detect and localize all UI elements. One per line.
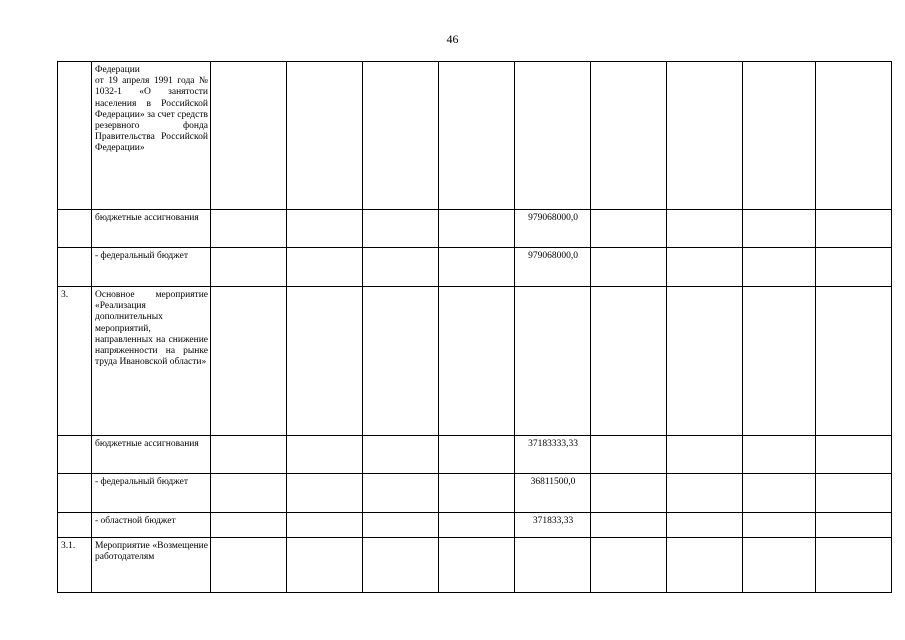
table-cell	[287, 513, 363, 538]
table-cell	[667, 248, 743, 287]
table-cell	[439, 287, 515, 436]
row-number	[58, 474, 92, 513]
table-cell	[287, 538, 363, 593]
table-cell	[287, 287, 363, 436]
table-row	[58, 248, 892, 287]
table-cell	[515, 62, 591, 210]
table-cell	[816, 513, 892, 538]
table-cell	[816, 210, 892, 248]
table-cell	[439, 513, 515, 538]
table-cell	[363, 62, 439, 210]
table-cell	[816, 436, 892, 474]
row-description-text: - федеральный бюджет	[95, 477, 188, 487]
table-cell	[439, 474, 515, 513]
table-row	[58, 513, 892, 538]
table-cell	[591, 474, 667, 513]
row-description	[92, 474, 211, 513]
table-cell	[211, 248, 287, 287]
table-cell	[515, 287, 591, 436]
table-cell: 36811500,0	[515, 474, 591, 513]
table-cell: 37183333,33	[515, 436, 591, 474]
table-cell	[211, 513, 287, 538]
table-cell	[211, 436, 287, 474]
table-cell	[667, 538, 743, 593]
row-number: 3.	[58, 287, 92, 436]
table-cell	[667, 474, 743, 513]
table-cell	[363, 513, 439, 538]
table-row	[58, 287, 892, 436]
row-number: 3.1.	[58, 538, 92, 593]
table-cell	[211, 210, 287, 248]
table-cell	[211, 62, 287, 210]
table-cell	[363, 474, 439, 513]
table-cell	[743, 248, 816, 287]
table-cell	[287, 474, 363, 513]
table-cell	[211, 287, 287, 436]
table-cell	[439, 248, 515, 287]
table-cell: 979068000,0	[515, 248, 591, 287]
table-cell	[816, 287, 892, 436]
table-cell	[667, 210, 743, 248]
row-description-text: - областной бюджет	[95, 516, 176, 526]
table-cell	[439, 62, 515, 210]
row-description-text: - федеральный бюджет	[95, 251, 188, 261]
row-number	[58, 436, 92, 474]
table-cell	[743, 474, 816, 513]
table-cell	[743, 538, 816, 593]
row-description-text: Федерации от 19 апреля 1991 года № 1032-1 «О занятости населения в Российской Федерации» за счет средств резервного фонда Правительства Российской Федерации»	[95, 65, 208, 154]
table-cell	[591, 210, 667, 248]
row-description-text: Мероприятие «Возмещение работодателям	[95, 541, 208, 563]
table-cell	[743, 436, 816, 474]
row-description-text: бюджетные ассигнования	[95, 439, 199, 449]
row-description	[92, 210, 211, 248]
table-cell: 371833,33	[515, 513, 591, 538]
row-description	[92, 538, 211, 593]
table-cell	[591, 287, 667, 436]
table-cell	[591, 62, 667, 210]
row-description	[92, 287, 211, 436]
table-cell	[363, 287, 439, 436]
table-cell	[591, 436, 667, 474]
table-cell	[211, 474, 287, 513]
table-cell	[743, 513, 816, 538]
row-description	[92, 248, 211, 287]
table-cell	[667, 436, 743, 474]
table-cell	[743, 210, 816, 248]
table-cell: 979068000,0	[515, 210, 591, 248]
row-description-text: бюджетные ассигнования	[95, 213, 199, 223]
row-number	[58, 248, 92, 287]
table-cell	[363, 248, 439, 287]
table-cell	[591, 248, 667, 287]
table-cell	[515, 538, 591, 593]
table-cell	[363, 436, 439, 474]
table-cell	[439, 538, 515, 593]
row-description-text: Основное мероприятие «Реализация дополнительных мероприятий, направленных на снижение напряженности на рынке труда Ивановской области»	[95, 290, 208, 368]
table-cell	[439, 436, 515, 474]
table-cell	[287, 436, 363, 474]
table-cell	[816, 62, 892, 210]
row-description	[92, 436, 211, 474]
budget-table	[57, 61, 892, 593]
table-cell	[211, 538, 287, 593]
table-cell	[591, 538, 667, 593]
table-row	[58, 210, 892, 248]
table-row	[58, 474, 892, 513]
table-cell	[816, 538, 892, 593]
table-cell	[743, 287, 816, 436]
table-row	[58, 538, 892, 593]
table-row	[58, 436, 892, 474]
table-cell	[287, 210, 363, 248]
table-cell	[363, 538, 439, 593]
row-description	[92, 513, 211, 538]
row-description	[92, 62, 211, 210]
table-cell	[667, 287, 743, 436]
table-cell	[816, 474, 892, 513]
row-number	[58, 62, 92, 210]
table-cell	[591, 513, 667, 538]
table-cell	[363, 210, 439, 248]
row-number	[58, 513, 92, 538]
table-cell	[287, 248, 363, 287]
table-cell	[667, 62, 743, 210]
row-number	[58, 210, 92, 248]
table-cell	[816, 248, 892, 287]
table-cell	[743, 62, 816, 210]
page-number: 46	[446, 32, 459, 46]
table-cell	[287, 62, 363, 210]
table-cell	[439, 210, 515, 248]
table-cell	[667, 513, 743, 538]
table-row	[58, 62, 892, 210]
